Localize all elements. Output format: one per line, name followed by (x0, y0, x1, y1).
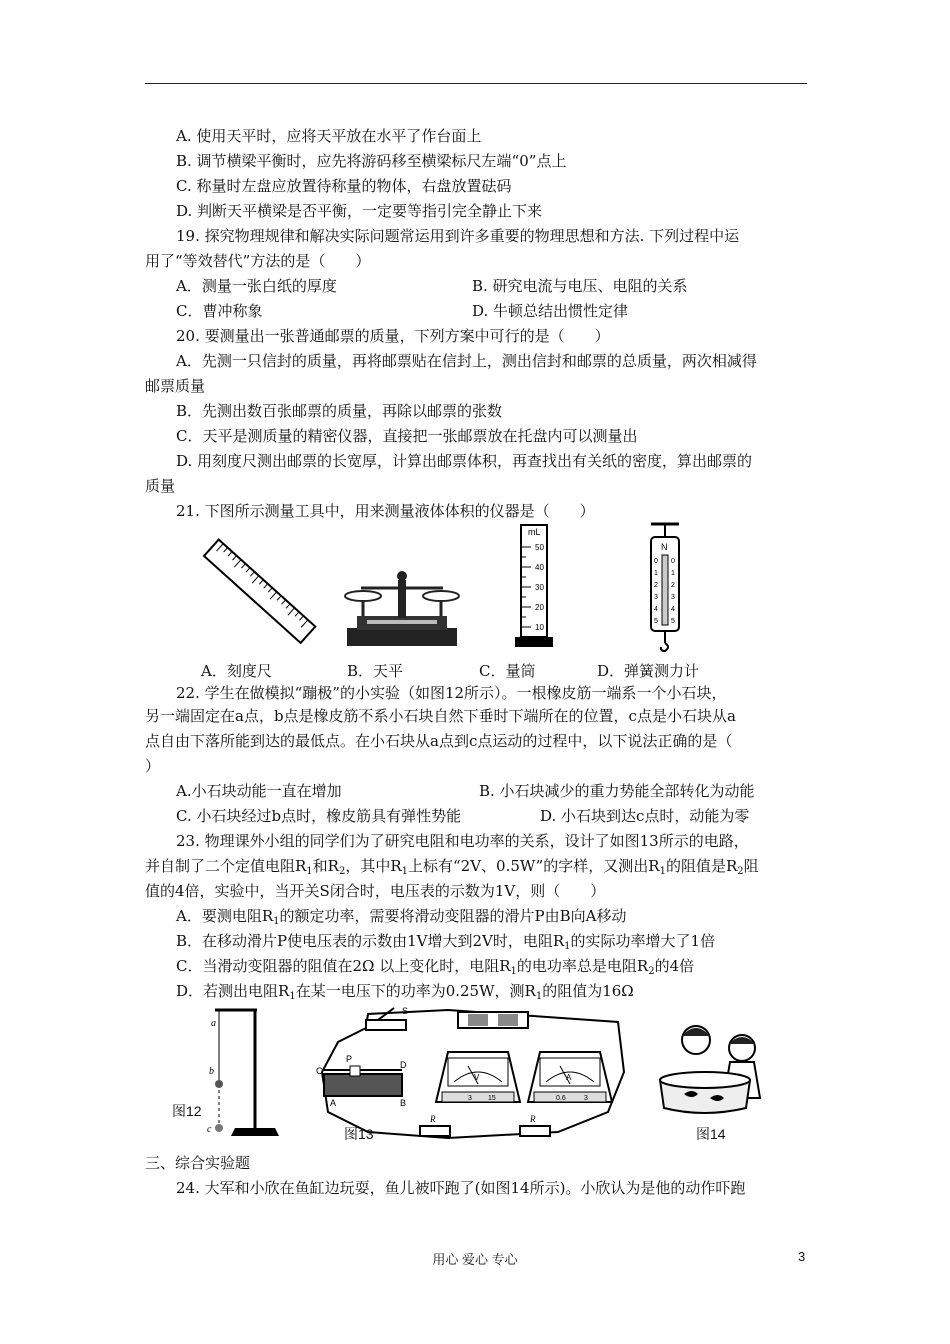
q23-option-a: A．要测电阻$R_1$的额定功率，需要将滑动变阻器的滑片P由B向A移动 (176, 907, 627, 927)
q21-option-a: A．刻度尺 (201, 662, 272, 680)
cylinder-tick-label: 20 (535, 603, 544, 612)
q21-option-b: B．天平 (347, 662, 404, 680)
q22-stem-line2: 另一端固定在a点，b点是橡皮筋不系小石块自然下垂时下端所在的位置，c点是小石块从a (145, 707, 736, 725)
spring-unit-label: N (661, 542, 668, 552)
fig13-terminal-d: D (400, 1060, 407, 1070)
ruler-figure (200, 536, 318, 648)
q19-stem-line2: 用了“等效替代”方法的是（ ） (145, 252, 371, 270)
spring-tick-label: 5 (654, 618, 658, 625)
figure-13-caption: 图13 (344, 1126, 374, 1142)
q19-option-a: A．测量一张白纸的厚度 (176, 277, 337, 295)
q19-option-d: D. 牛顿总结出惯性定律 (472, 302, 629, 320)
fig13-slider-p: P (346, 1054, 353, 1064)
q22-option-a: A.小石块动能一直在增加 (176, 782, 342, 800)
q22-stem-line1: 22. 学生在做模拟“蹦极”的小实验（如图12所示）。一根橡皮筋一端系一个小石块， (176, 684, 727, 702)
figure-14-caption: 图14 (696, 1126, 726, 1142)
q20-option-c: C．天平是测质量的精密仪器，直接把一张邮票放在托盘内可以测量出 (176, 427, 638, 445)
fig13-ammeter-terminal: 0.6 (556, 1095, 566, 1102)
fig12-point-b: b (209, 1066, 214, 1077)
q22-option-d: D. 小石块到达c点时，动能为零 (540, 807, 750, 825)
fig13-voltmeter-terminal: 3 (468, 1095, 472, 1102)
cylinder-unit-label: mL (528, 527, 541, 537)
q22-stem-line4: ） (145, 757, 161, 775)
spring-tick-label: 4 (654, 606, 658, 613)
q21-option-d: D．弹簧测力计 (597, 662, 700, 680)
q21-stem: 21. 下图所示测量工具中，用来测量液体体积的仪器是（ ） (176, 502, 595, 520)
figure-12-bungee (195, 1004, 285, 1142)
q23-stem-line1: 23. 物理课外小组的同学们为了研究电阻和电功率的关系，设计了如图13所示的电路， (176, 832, 749, 850)
cylinder-tick-label: 30 (535, 583, 544, 592)
spring-tick-label: 4 (671, 606, 675, 613)
fig13-ammeter-terminal: 3 (584, 1095, 588, 1102)
spring-tick-label: 0 (671, 558, 675, 565)
q20-option-b: B．先测出数百张邮票的质量，再除以邮票的张数 (176, 402, 503, 420)
q20-option-a-line1: A．先测一只信封的质量，再将邮票贴在信封上，测出信封和邮票的总质量，两次相减得 (176, 352, 757, 370)
fig13-terminal-b: B (400, 1098, 407, 1108)
cylinder-tick-label: 50 (535, 543, 544, 552)
q20-stem: 20. 要测量出一张普通邮票的质量，下列方案中可行的是（ ） (176, 327, 610, 345)
q23-stem-line3: 值的4倍，实验中，当开关S闭合时，电压表的示数为1V，则（ ） (145, 882, 606, 900)
spring-tick-label: 3 (654, 594, 658, 601)
cylinder-tick-label: 10 (535, 623, 544, 632)
fig13-r1-label: R (430, 1114, 436, 1124)
q21-option-c: C．量筒 (479, 662, 536, 680)
graduated-cylinder-figure (513, 523, 555, 651)
fig13-terminal-a: A (330, 1098, 337, 1108)
fig12-point-c: c (207, 1124, 212, 1135)
fig13-r2-label: R (530, 1114, 536, 1124)
q20-option-d-line2: 质量 (145, 477, 176, 495)
q20-option-a-line2: 邮票质量 (145, 377, 206, 395)
q18-option-b: B. 调节横梁平衡时，应先将游码移至横梁标尺左端“0”点上 (176, 152, 567, 170)
balance-figure (343, 566, 461, 648)
spring-tick-label: 3 (671, 594, 675, 601)
q18-option-d: D. 判断天平横梁是否平衡，一定要等指引完全静止下来 (176, 202, 543, 220)
spring-tick-label: 0 (654, 558, 658, 565)
q19-stem-line1: 19. 探究物理规律和解决实际问题常运用到许多重要的物理思想和方法. 下列过程中运 (176, 227, 740, 245)
header-rule (145, 83, 807, 84)
q18-option-c: C. 称量时左盘应放置待称量的物体，右盘放置砝码 (176, 177, 512, 195)
fig13-terminal-c: C (316, 1066, 323, 1076)
q19-option-b: B. 研究电流与电压、电阻的关系 (472, 277, 688, 295)
q24-stem-line1: 24. 大军和小欣在鱼缸边玩耍，鱼儿被吓跑了(如图14所示)。小欣认为是他的动作吓跑 (176, 1179, 746, 1197)
q23-stem-line2: 并自制了二个定值电阻$R_1$和$R_2$，其中$R_1$上标有“2V、0.5W”的字样，又测出$R_1$的阻值是$R_2$阻 (145, 857, 759, 877)
spring-scale-figure (643, 521, 687, 653)
spring-tick-label: 2 (671, 582, 675, 589)
spring-tick-label: 5 (671, 618, 675, 625)
fig13-switch-label: S (402, 1006, 409, 1016)
q23-option-c: C．当滑动变阻器的阻值在2Ω 以上变化时，电阻$R_1$的电功率总是电阻$R_2$的4倍 (176, 957, 695, 977)
q22-option-c: C. 小石块经过b点时，橡皮筋具有弹性势能 (176, 807, 462, 825)
q22-stem-line3: 点自由下落所能到达的最低点。在小石块从a点到c点运动的过程中，以下说法正确的是（ (145, 732, 733, 750)
fig12-point-a: a (211, 1018, 216, 1029)
page-number: 3 (798, 1249, 806, 1264)
q18-option-a: A. 使用天平时，应将天平放在水平了作台面上 (176, 127, 482, 145)
figure-14-fishtank (654, 1018, 772, 1118)
cylinder-tick-label: 40 (535, 563, 544, 572)
q23-option-d: D．若测出电阻$R_1$在某一电压下的功率为0.25W，测$R_1$的阻值为16Ω (176, 982, 634, 1002)
q22-option-b: B. 小石块减少的重力势能全部转化为动能 (479, 782, 755, 800)
fig13-voltmeter-terminal: 15 (488, 1095, 496, 1102)
spring-tick-label: 2 (654, 582, 658, 589)
q19-option-c: C．曹冲称象 (176, 302, 263, 320)
figure-12-caption: 图12 (172, 1103, 202, 1119)
section-3-heading: 三、综合实验题 (145, 1154, 251, 1172)
fig13-ammeter-symbol: A (566, 1073, 572, 1082)
q20-option-d-line1: D. 用刻度尺测出邮票的长宽厚，计算出邮票体积，再查找出有关纸的密度，算出邮票的 (176, 452, 753, 470)
spring-tick-label: 1 (671, 570, 675, 577)
fig13-voltmeter-symbol: V (474, 1073, 480, 1082)
spring-tick-label: 1 (654, 570, 658, 577)
q23-option-b: B．在移动滑片P使电压表的示数由1V增大到2V时，电阻$R_1$的实际功率增大了1倍 (176, 932, 716, 952)
footer-slogan: 用心 爱心 专心 (432, 1252, 518, 1267)
